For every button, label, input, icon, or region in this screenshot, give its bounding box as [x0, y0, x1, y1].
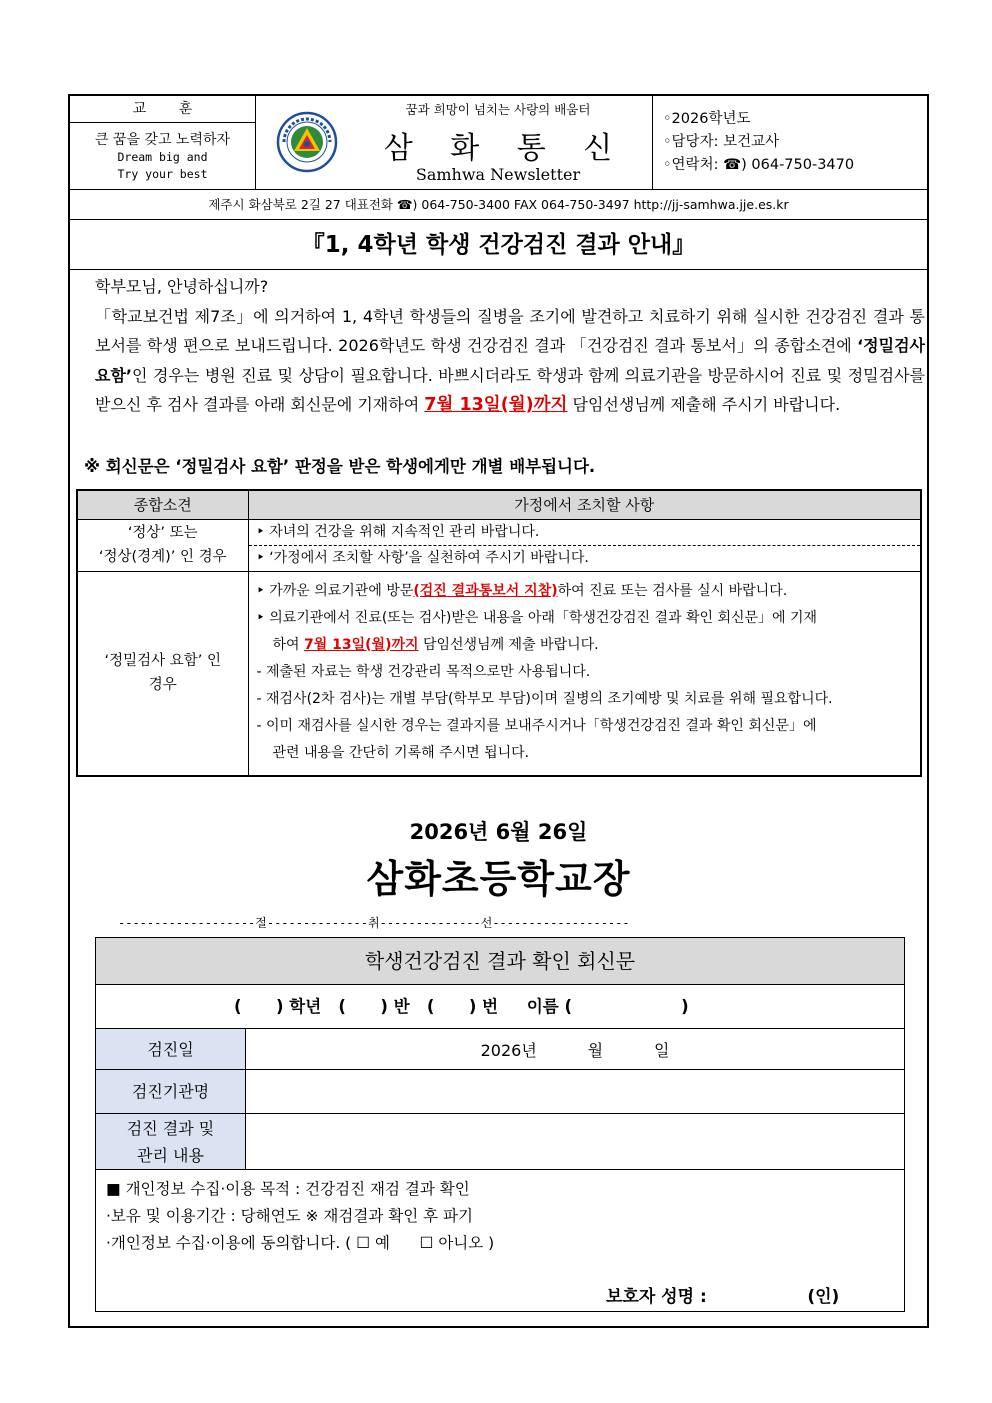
consent-period: ·보유 및 이용기간 : 당해연도 ※ 재검결과 확인 후 파기: [106, 1207, 473, 1225]
issue-date: 2026년 6월 26일: [409, 820, 588, 844]
reply-form: [95, 937, 905, 1312]
exam-date-row: [96, 1029, 904, 1070]
action-text: ‣ 가까운 의료기관에 방문: [256, 582, 414, 599]
guidance-row-detailed: [77, 571, 921, 776]
newsletter-title-box: [256, 96, 653, 190]
detailed-action-item: - 이미 재검사를 실시한 경우는 결과지를 보내주시거나「학생건강검진 결과 확인 회신문」에: [256, 717, 817, 734]
guidance-table-header: [77, 490, 921, 519]
result-row: [96, 1114, 904, 1170]
result-label-line2: 관리 내용: [137, 1145, 204, 1165]
column-header-opinion: 종합소견: [77, 490, 248, 519]
guidance-row-normal: [77, 519, 921, 571]
institution-row: [96, 1070, 904, 1114]
document-title: 『1, 4학년 학생 건강검진 결과 안내』: [70, 220, 927, 270]
detailed-action-item-cont: [249, 632, 921, 659]
contact-phone: ◦연락처: ☎) 064-750-3470: [663, 157, 855, 173]
exam-date-label: 검진일: [96, 1029, 246, 1069]
detailed-actions: [248, 571, 921, 776]
newsletter-slogan: 꿈과 희망이 넘치는 사랑의 배움터: [405, 102, 591, 117]
normal-label-line1: ‘정상’ 또는: [127, 525, 198, 541]
guidance-table: [76, 489, 922, 777]
school-address-line: 제주시 화삼북로 2길 27 대표전화 ☎) 064-750-3400 FAX 064-750-3497 http://jj-samhwa.jje.es.kr: [70, 190, 927, 220]
distribution-note: ※ 회신문은 ‘정밀검사 요함’ 판정을 받은 학생에게만 개별 배부됩니다.: [84, 457, 596, 476]
letter-body: [75, 272, 925, 421]
contact-person: ◦담당자: 보건교사: [663, 134, 780, 150]
column-header-actions: 가정에서 조치할 사항: [248, 490, 921, 519]
newsletter-info-box: [653, 96, 927, 190]
deadline-text: 7월 13일(월)까지: [304, 636, 419, 653]
reply-form-title: 학생건강검진 결과 확인 회신문: [96, 938, 904, 985]
detailed-action-item: - 재검사(2차 검사)는 개별 부담(학부모 부담)이며 질병의 조기예방 및 치료를 위해 필요합니다.: [256, 690, 833, 707]
detailed-action-item-cont: 관련 내용을 간단히 기록해 주시면 됩니다.: [272, 744, 530, 761]
result-field[interactable]: [246, 1114, 904, 1169]
letter-paragraph: [75, 302, 925, 421]
paragraph-part-2: 인 경우는 병원 진료 및 상담이 필요합니다. 바쁘시더라도 학생과 함께 의료기관을 방문하시어 진료 및 정밀검사를 받으신 후 검사 결과를 아래 회신문에 기재하여: [95, 365, 925, 414]
newsletter-title: 삼 화 통 신: [383, 131, 627, 166]
deadline-text: 7월 13일(월)까지: [424, 395, 568, 415]
detailed-label: [77, 571, 248, 776]
detailed-label-line1: ‘정밀검사 요함’ 인: [104, 653, 221, 669]
consent-purpose: ■ 개인정보 수집·이용 목적 : 건강검진 재검 결과 확인: [106, 1180, 470, 1198]
normal-label: [77, 519, 248, 571]
school-motto-box: [70, 96, 256, 190]
normal-label-line2: ‘정상(경계)’ 인 경우: [98, 549, 227, 565]
detailed-action-item: - 제출된 자료는 학생 건강관리 목적으로만 사용됩니다.: [256, 663, 591, 680]
exam-date-field[interactable]: 2026년 월 일: [480, 1040, 670, 1060]
paragraph-part-3: 담임선생님께 제출해 주시기 바랍니다.: [567, 395, 841, 414]
action-text: 하여 진료 또는 검사를 실시 바랍니다.: [557, 582, 788, 599]
motto-text: 큰 꿈을 갖고 노력하자: [94, 132, 231, 148]
paragraph-part-1: 「학교보건법 제7조」에 의거하여 1, 4학년 학생들의 질병을 조기에 발견하고 치료하기 위해 실시한 건강검진 결과 통보서를 학생 편으로 보내드립니다. 2026학년도 학생 건강검진 결과 「건강검진 결과 통보서」의 종합소견에: [95, 306, 925, 355]
greeting-text: 학부모님, 안녕하십니까?: [95, 277, 269, 296]
detailed-exam-required-text: ‘정밀검사 요함’: [95, 336, 925, 385]
bring-report-text: (검진 결과통보서 지참): [413, 582, 558, 599]
guardian-signature[interactable]: 보호자 성명 : (인): [606, 1287, 840, 1307]
student-info-line[interactable]: ( ) 학년 ( ) 반 ( ) 번 이름 ( ): [96, 985, 904, 1029]
normal-actions: [248, 519, 921, 571]
school-year: ◦2026학년도: [663, 111, 751, 127]
motto-en-line2: Try your best: [117, 167, 208, 181]
consent-agreement[interactable]: ·개인정보 수집·이용에 동의합니다. ( ☐ 예 ☐ 아니오 ): [106, 1234, 495, 1252]
institution-label: 검진기관명: [96, 1070, 246, 1113]
motto-en-line1: Dream big and: [117, 150, 208, 164]
result-label-line1: 검진 결과 및: [126, 1118, 215, 1138]
detailed-action-item: ‣ 의료기관에서 진료(또는 검사)받은 내용을 아래「학생건강검진 결과 확인 회신문」에 기재: [256, 609, 818, 626]
normal-action-item: ‣ ‘가정에서 조치할 사항’을 실천하여 주시기 바랍니다.: [256, 549, 589, 566]
action-text: 하여: [272, 636, 304, 653]
privacy-consent: [96, 1170, 904, 1311]
detailed-label-line2: 경우: [148, 677, 177, 693]
motto-label: 교 훈: [70, 96, 255, 123]
school-logo-icon: [276, 111, 338, 173]
newsletter-english-title: Samhwa Newsletter: [415, 165, 581, 184]
newsletter-header: [70, 96, 927, 190]
action-text: 담임선생님께 제출 바랍니다.: [418, 636, 599, 653]
detailed-action-item: [249, 578, 921, 605]
normal-action-item: ‣ 자녀의 건강을 위해 지속적인 관리 바랍니다.: [249, 520, 921, 546]
result-label: [96, 1114, 246, 1169]
principal-signature: 삼화초등학교장: [366, 857, 631, 901]
newsletter-page: [68, 94, 929, 1328]
institution-field[interactable]: [246, 1070, 904, 1113]
cut-line: -------------------절--------------취--------------선-------------------: [118, 916, 630, 930]
